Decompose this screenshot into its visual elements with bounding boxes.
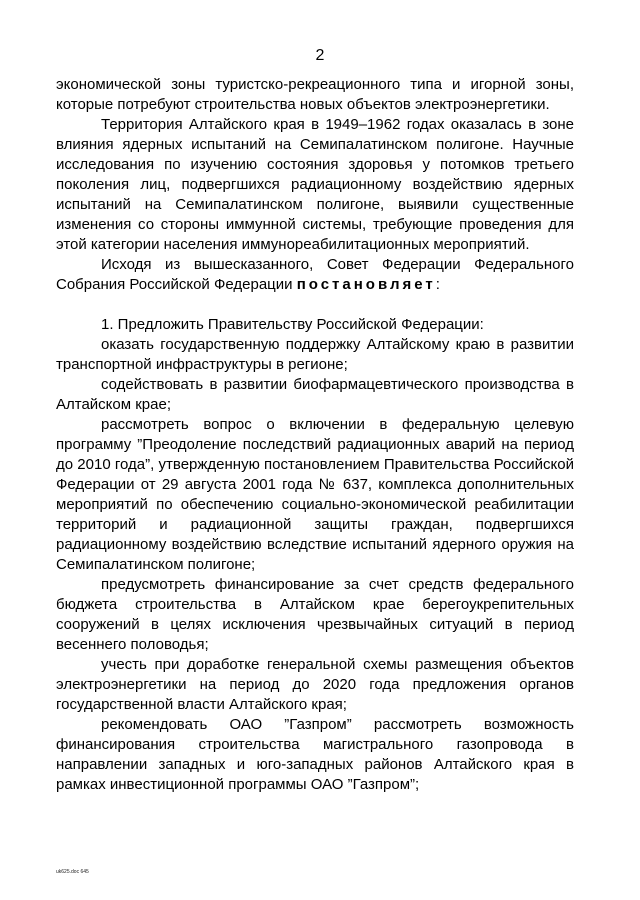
- paragraph: Территория Алтайского края в 1949–1962 годах оказалась в зоне влияния ядерных испытаний на Семипалатинском полигоне. Научные исследования по изучению состояния здоровья у потомков третьего поколения лиц, подвергшихся радиационному воздействию ядерных испытаний на Семипалатинском полигоне, выявили существенные изменения со стороны иммунной системы, требующие проведения для этой категории населения иммунореабилитационных мероприятий.: [56, 116, 574, 253]
- resolve-word: постановляет: [296, 276, 436, 293]
- list-item: учесть при доработке генеральной схемы размещения объектов электроэнергетики на период до 2020 года предложения органов государственной власти Алтайского края;: [56, 656, 574, 713]
- resolution-paragraph: [56, 255, 574, 295]
- resolve-colon: :: [435, 276, 440, 293]
- footer-file-code: uk625.doc 645: [56, 869, 89, 875]
- paragraph: экономической зоны туристско-рекреационного типа и игорной зоны, которые потребуют строительства новых объектов электроэнергетики.: [56, 76, 574, 113]
- list-item: содействовать в развитии биофармацевтического производства в Алтайском крае;: [56, 376, 574, 413]
- resolution-intro: Исходя из вышесказанного, Совет Федерации Федерального Собрания Российской Федерации: [56, 256, 574, 293]
- list-heading: 1. Предложить Правительству Российской Федерации:: [101, 316, 484, 333]
- list-item: рассмотреть вопрос о включении в федеральную целевую программу ”Преодоление последствий радиационных аварий на период до 2010 года”, утвержденную постановлением Правительства Российской Федерации от 29 августа 2001 года № 637, комплекса дополнительных мероприятий по обеспечению социально-экономической реабилитации территорий и радиационной защиты граждан, подвергшихся радиационному воздействию вследствие испытаний ядерного оружия на Семипалатинском полигоне;: [56, 416, 574, 573]
- page-number: 2: [315, 47, 325, 64]
- list-item: рекомендовать ОАО ”Газпром” рассмотреть возможность финансирования строительства магистрального газопровода в направлении западных и юго-западных районов Алтайского края в рамках инвестиционной программы ОАО ”Газпром”;: [56, 716, 574, 793]
- list-item: предусмотреть финансирование за счет средств федерального бюджета строительства в Алтайском крае берегоукрепительных сооружений в целях исключения чрезвычайных ситуаций в период весеннего половодья;: [56, 576, 574, 653]
- list-item: оказать государственную поддержку Алтайскому краю в развитии транспортной инфраструктуры в регионе;: [56, 336, 574, 373]
- document-body: [56, 75, 574, 795]
- paragraph-gap: [56, 295, 574, 315]
